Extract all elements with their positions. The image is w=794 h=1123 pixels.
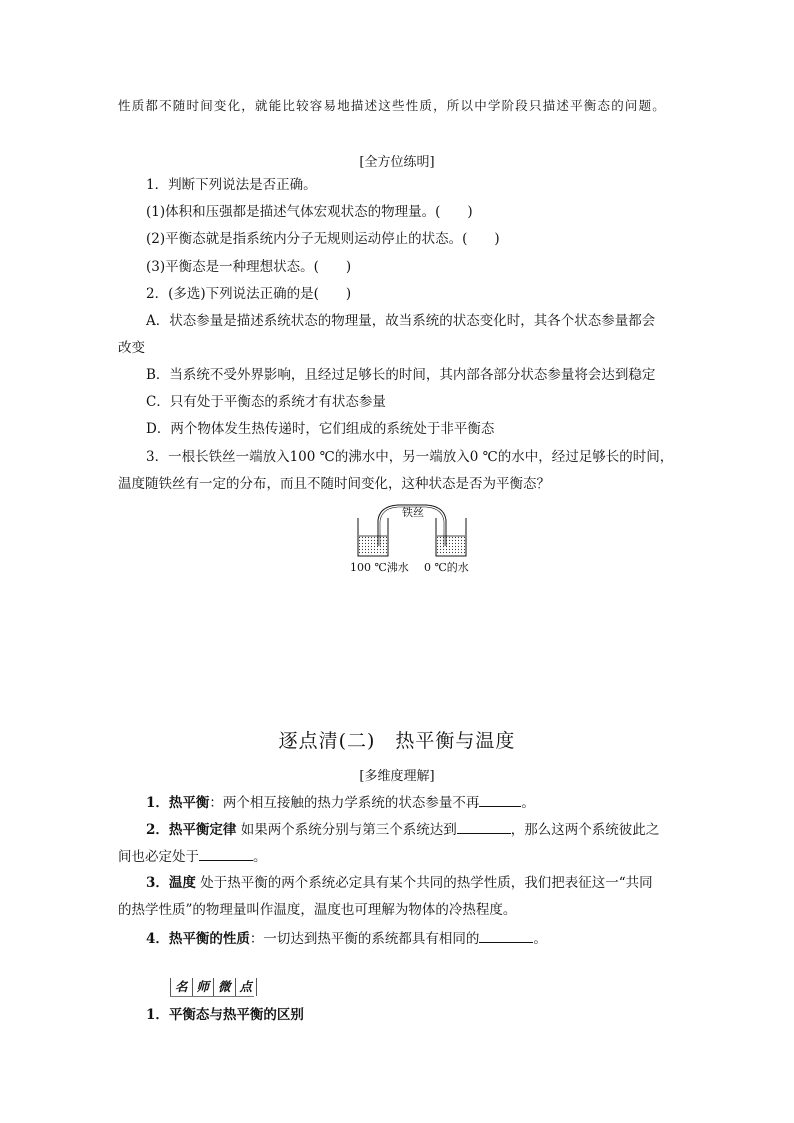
point-3-term: 3．温度 (146, 875, 196, 891)
point-1 (146, 792, 535, 812)
point-4-end: 。 (533, 931, 547, 947)
point-2-cont (118, 846, 267, 866)
left-beaker-label: 100 ℃沸水 (350, 561, 409, 574)
point-2-line-2: 间也必定处于 (118, 849, 199, 865)
point-4-term: 4．热平衡的性质 (146, 931, 250, 947)
point-4-text: ：一切达到热平衡的系统都具有相同的 (249, 931, 480, 947)
question-2-stem: 2．(多选)下列说法正确的是( ) (146, 286, 352, 302)
question-2-option-d: D．两个物体发生热传递时，它们组成的系统处于非平衡态 (146, 421, 495, 437)
point-3 (146, 874, 653, 892)
point-1-term: 1．热平衡 (146, 795, 210, 811)
point-3-cont: 的热学性质”的物理量叫作温度，温度也可理解为物体的冷热程度。 (118, 902, 517, 918)
iron-wire-beaker-figure (340, 500, 480, 578)
right-beaker (436, 518, 466, 556)
section-title: 逐点清(二) 热平衡与温度 (278, 730, 516, 752)
tag-char-3: 微 (213, 978, 235, 996)
question-1-item-3: (3)平衡态是一种理想状态。( ) (146, 259, 352, 275)
question-2-option-a-cont: 改变 (118, 340, 145, 356)
continued-text-line: 性质都不随时间变化，就能比较容易地描述这些性质，所以中学阶段只描述平衡态的问题。 (118, 98, 667, 113)
blank-4 (479, 928, 533, 943)
point-2-term: 2．热平衡定律 (146, 822, 237, 838)
tag-underline (170, 996, 254, 997)
question-3-line-2: 温度随铁丝有一定的分布，而且不随时间变化，这种状态是否为平衡态？ (118, 476, 550, 492)
point-4 (146, 928, 547, 948)
question-1-item-1: (1)体积和压强都是描述气体宏观状态的物理量。( ) (146, 204, 473, 220)
point-2 (146, 819, 659, 839)
blank-1 (479, 792, 521, 807)
tag-char-2: 师 (192, 978, 214, 996)
question-2-option-c: C．只有处于平衡态的系统才有状态参量 (146, 394, 386, 410)
point-2-text: 如果两个系统分别与第三个系统达到 (240, 822, 457, 838)
wire-label: 铁丝 (402, 506, 424, 519)
question-1-stem: 1．判断下列说法是否正确。 (146, 177, 317, 193)
question-1-item-2: (2)平衡态就是指系统内分子无规则运动停止的状态。( ) (146, 231, 500, 247)
point-2-text2: ，那么这两个系统彼此之 (510, 822, 660, 838)
tag-char-4: 点 (235, 978, 258, 996)
blank-2 (457, 819, 511, 834)
section-header-understanding: [多维度理解] (359, 769, 435, 784)
tag-char-1: 名 (170, 978, 192, 996)
point-1-text: ：两个相互接触的热力学系统的状态参量不再 (209, 795, 480, 811)
question-3-line-1: 3．一根长铁丝一端放入100 ℃的沸水中，另一端放入0 ℃的水中，经过足够长的时间， (146, 449, 674, 465)
point-1-end: 。 (521, 795, 535, 811)
teacher-tip-tag (170, 978, 257, 996)
point-3-text: 处于热平衡的两个系统必定具有某个共同的热学性质，我们把表征这一“共同 (200, 875, 653, 891)
right-beaker-label: 0 ℃的水 (424, 561, 469, 574)
left-beaker (358, 518, 388, 556)
point-2-end: 。 (253, 849, 267, 865)
subheading-1: 1．平衡态与热平衡的区别 (146, 1007, 304, 1023)
blank-3 (199, 846, 253, 861)
question-2-option-a: A．状态参量是描述系统状态的物理量，故当系统的状态变化时，其各个状态参量都会 (146, 313, 656, 329)
question-2-option-b: B．当系统不受外界影响，且经过足够长的时间，其内部各部分状态参量将会达到稳定 (146, 367, 656, 383)
section-header-practice: [全方位练明] (359, 155, 435, 170)
